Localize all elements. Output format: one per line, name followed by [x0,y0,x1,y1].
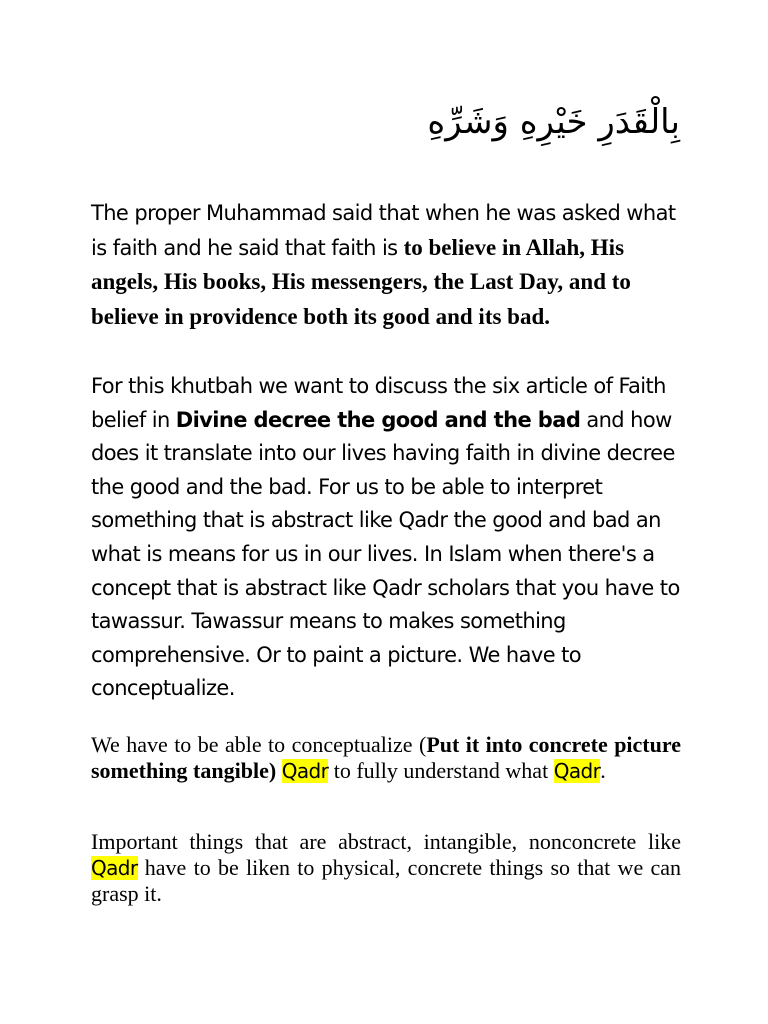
highlighted-qadr: Qadr [281,759,329,783]
paragraph-abstract-before: Important things that are abstract, intangible, nonconcrete like [91,829,681,854]
paragraph-abstract-after: have to be liken to physical, concrete things so that we can grasp it. [91,855,681,906]
arabic-heading: بِالْقَدَرِ خَيْرِهِ وَشَرِّهِ [427,102,680,142]
highlighted-qadr: Qadr [91,856,138,880]
paragraph-conceptualize-bold: Put it into concrete picture something tangible) [91,732,682,783]
paragraph-conceptualize-middle: to fully understand what [328,758,554,783]
paragraph-hadith-intro: The proper Muhammad said that when he was asked what is faith and he said that faith is [91,201,676,260]
paragraph-conceptualize-before: We have to be able to conceptualize ( [91,732,427,757]
paragraph-khutbah-before: For this khutbah we want to discuss the six article of Faith belief in [91,374,666,432]
paragraph-khutbah-bold: Divine decree the good and the bad [175,407,581,432]
paragraph-hadith-bold: to believe in Allah, His angels, His books, His messengers, the Last Day, and to believe in providence both its good and its bad. [91,234,631,329]
paragraph-conceptualize-space [276,758,282,783]
paragraph-khutbah-after: and how does it translate into our lives having faith in divine decree the good and the bad. For us to be able to interpret something that is abstract like Qadr the good and bad an what is means for us in our lives. In Islam when there's a concept that is abstract like Qadr scholars that you have to tawassur. Tawassur means to makes something comprehensive. Or to paint a picture. We have to conceptualize. [91,407,680,701]
highlighted-qadr: Qadr [553,759,601,783]
paragraph-abstract-things [91,829,681,907]
paragraph-conceptualize [91,732,681,784]
paragraph-hadith [91,197,681,334]
paragraph-conceptualize-end: . [600,758,606,783]
paragraph-khutbah [91,370,681,706]
